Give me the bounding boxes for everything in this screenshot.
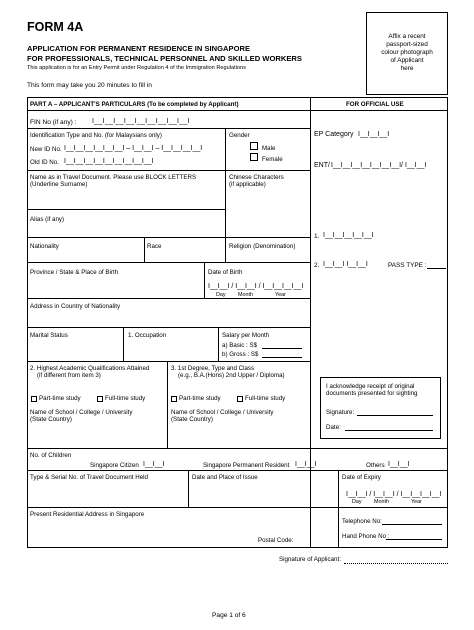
form-subtitle: This application is for an Entry Permit under Regulation 4 of the Immigration Regulations (27, 65, 246, 71)
month-label: Month (238, 292, 253, 298)
alias-label: Alias (if any) (30, 216, 65, 223)
form-title-line1: APPLICATION FOR PERMANENT RESIDENCE IN SINGAPORE (27, 44, 251, 53)
new-id-label: New ID No. (30, 146, 62, 153)
ent-input[interactable]: I__I__I__I__I__I__I__I/ I__I__I (331, 162, 427, 169)
name-input[interactable] (28, 190, 224, 208)
part-a-heading: PART A – APPLICANT'S PARTICULARS (To be completed by Applicant) (30, 101, 239, 108)
ep-category-input[interactable]: I__I__I__I (358, 131, 390, 138)
travel-document-label: Type & Serial No. of Travel Document Held (30, 474, 148, 481)
date-place-issue-label: Date and Place of Issue (192, 474, 258, 481)
gender-label: Gender (229, 132, 250, 139)
q3-part-time-checkbox[interactable] (171, 396, 177, 402)
applicant-signature-label: Signature of Applicant: (279, 556, 341, 563)
ack-date-label: Date: (326, 424, 341, 431)
telephone-label: Telephone No: (342, 518, 382, 525)
sg-citizen-label: Singapore Citizen (90, 462, 139, 469)
chinese-characters-sublabel: (if applicable) (229, 181, 266, 188)
female-checkbox[interactable] (250, 153, 258, 161)
telephone-input[interactable] (382, 524, 442, 525)
expiry-year-label: Year (411, 499, 422, 505)
first-degree-sublabel: (e.g., B.A.(Hons) 2nd Upper / Diploma) (178, 372, 285, 379)
others-input[interactable]: I__I__I (388, 461, 410, 468)
ep-category-label: EP Category (314, 131, 354, 138)
present-address-label: Present Residential Address in Singapore (30, 511, 145, 518)
fin-input[interactable]: I__I__I__I__I__I__I__I__I__I (92, 118, 190, 125)
photo-box (366, 12, 448, 95)
female-label: Female (262, 156, 283, 163)
q2-full-time-checkbox[interactable] (97, 396, 103, 402)
q2-part-time-checkbox[interactable] (31, 396, 37, 402)
q2-school-label: Name of School / College / University (30, 409, 133, 416)
old-id-input[interactable]: I__I__I__I__I__I__I__I__I__I (64, 158, 154, 165)
highest-qualification-sublabel: (if different from item 3) (37, 372, 101, 379)
acknowledgement-box (320, 377, 441, 439)
handphone-label: Hand Phone No : (342, 533, 390, 540)
ack-line2: documents presented for sighting (326, 390, 418, 397)
photo-line: passport-sized (386, 41, 428, 48)
q2-full-time-label: Full-time study (105, 395, 146, 402)
ack-line1: I acknowledge receipt of original (326, 383, 415, 390)
race-label: Race (147, 243, 162, 250)
q3-school-sublabel: (State Country) (171, 416, 213, 423)
pass-type-label: PASS TYPE : (388, 262, 427, 269)
postal-code-label: Postal Code: (258, 537, 294, 544)
q3-school-label: Name of School / College / University (171, 409, 274, 416)
highest-qualification-label: 2. Highest Academic Qualifications Attained (30, 365, 150, 372)
sg-pr-input[interactable]: I__I__I (295, 461, 317, 468)
photo-line: of Applicant (390, 57, 424, 64)
form-number: FORM 4A (27, 20, 84, 34)
address-nationality-label: Address in Country of Nationality (30, 303, 121, 310)
basic-salary-label: a) Basic : S$ (222, 342, 258, 349)
salary-label: Salary per Month (222, 332, 270, 339)
day-label: Day (216, 292, 226, 298)
official-item-2-input[interactable]: I__I__I I__I__I (323, 261, 368, 268)
place-of-birth-label: Province / State & Place of Birth (30, 269, 119, 276)
gross-salary-label: b) Gross : S$ (222, 351, 259, 358)
fin-label: FIN No (if any) : (30, 119, 77, 126)
official-use-heading: FOR OFFICIAL USE (346, 101, 404, 108)
ack-signature-input[interactable] (357, 415, 433, 416)
male-label: Male (262, 145, 276, 152)
male-checkbox[interactable] (250, 142, 258, 150)
official-item-1-input[interactable]: I__I__I__I__I__I (323, 232, 374, 239)
others-label: Others (366, 462, 385, 469)
date-of-birth-input[interactable]: I__I__I / I__I__I / I__I__I__I__I (208, 283, 304, 290)
page-number: Page 1 of 6 (212, 612, 246, 619)
first-degree-label: 3. 1st Degree, Type and Class (171, 365, 255, 372)
name-label: Name as in Travel Document. Please use BLOCK LETTERS (30, 174, 197, 181)
marital-status-label: Marital Status (30, 332, 68, 339)
chinese-characters-label: Chinese Characters (229, 174, 284, 181)
photo-line: here (400, 65, 414, 72)
photo-line: colour photograph (381, 49, 433, 56)
q2-part-time-label: Part-time study (39, 395, 81, 402)
id-type-label: Identification Type and No. (for Malaysians only) (30, 132, 162, 139)
pass-type-input[interactable] (427, 268, 446, 269)
religion-label: Religion (Denomination) (229, 243, 296, 250)
new-id-input[interactable]: I__I__I__I__I__I__I – I__I__I – I__I__I__I__I (64, 145, 203, 152)
official-item-1: 1. (314, 233, 320, 240)
date-of-expiry-input[interactable]: I__I__I / I__I__I / I__I__I__I__I (346, 491, 442, 498)
handphone-input[interactable] (386, 539, 442, 540)
expiry-month-label: Month (374, 499, 389, 505)
ack-date-input[interactable] (345, 430, 433, 431)
q2-school-sublabel: (State Country) (30, 416, 72, 423)
time-note: This form may take you 20 minutes to fill in (27, 82, 152, 89)
basic-salary-input[interactable] (262, 348, 302, 349)
address-nationality-input[interactable] (28, 311, 308, 327)
occupation-label: 1. Occupation (128, 332, 167, 339)
ack-signature-label: Signature: (326, 409, 355, 416)
ent-label: ENT/ (314, 162, 330, 169)
expiry-day-label: Day (352, 499, 362, 505)
gross-salary-input[interactable] (262, 357, 302, 358)
date-of-expiry-label: Date of Expiry (342, 474, 381, 481)
q3-part-time-label: Part-time study (179, 395, 221, 402)
year-label: Year (275, 292, 286, 298)
old-id-label: Old ID No. (30, 159, 59, 166)
name-sublabel: (Underline Surname) (30, 181, 88, 188)
nationality-label: Nationality (30, 243, 59, 250)
children-label: No. of Children (30, 452, 72, 459)
official-item-2: 2. (314, 262, 320, 269)
form-title-line2: FOR PROFESSIONALS, TECHNICAL PERSONNEL AND SKILLED WORKERS (27, 54, 302, 63)
q3-full-time-checkbox[interactable] (237, 396, 243, 402)
sg-citizen-input[interactable]: I__I__I (143, 461, 165, 468)
photo-line: Affix a recent (388, 33, 426, 40)
applicant-signature-input[interactable] (344, 563, 448, 564)
q3-full-time-label: Full-time study (245, 395, 286, 402)
date-of-birth-label: Date of Birth (208, 269, 243, 276)
sg-pr-label: Singapore Permanent Resident (203, 462, 290, 469)
